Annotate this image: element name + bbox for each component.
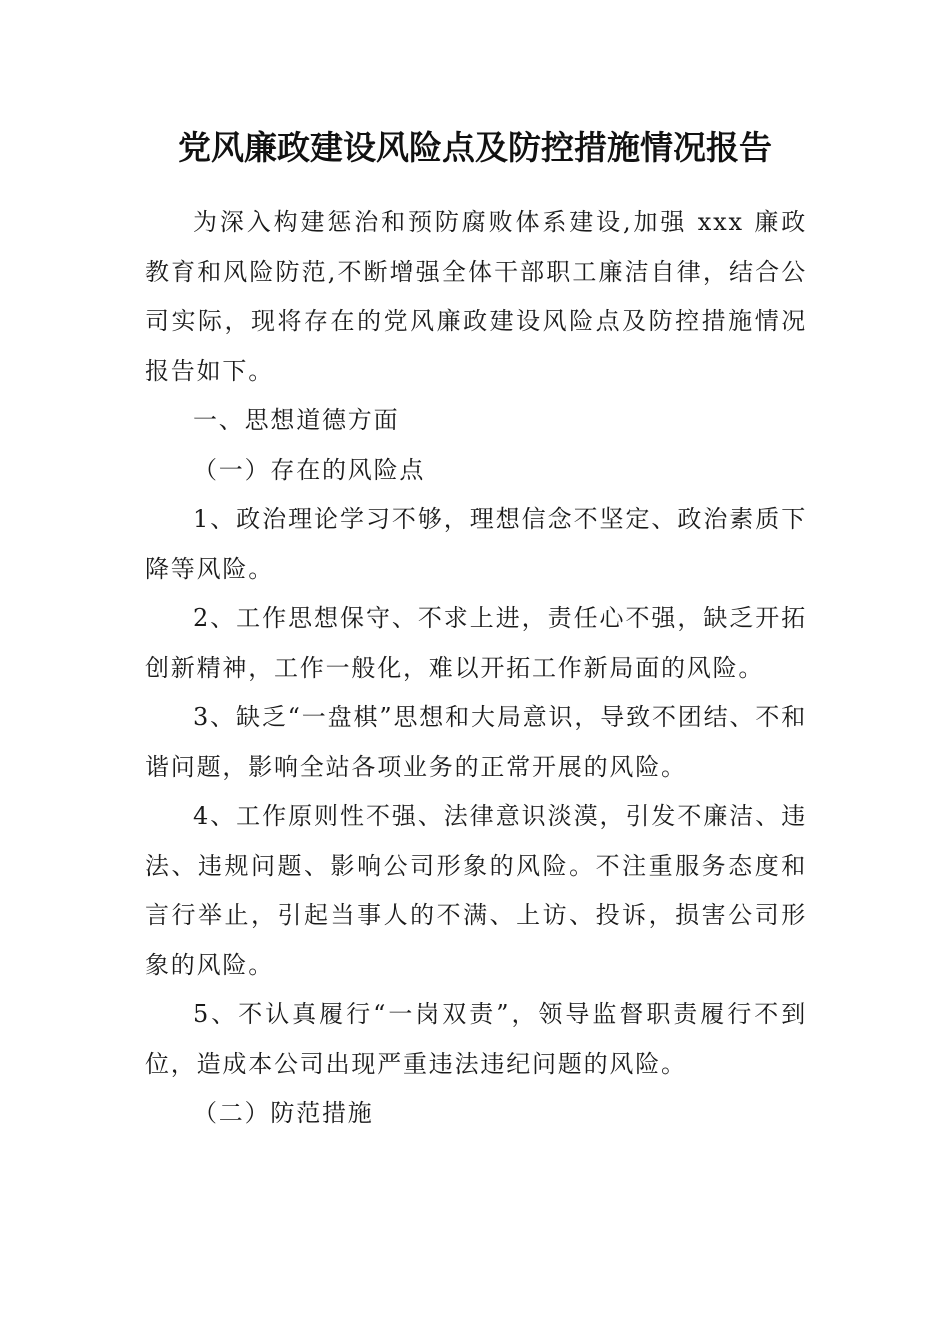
subsection-heading: （二）防范措施: [193, 1099, 374, 1127]
document-title: 党风廉政建设风险点及防控措施情况报告: [178, 128, 772, 167]
section-heading: 一、思想道德方面: [193, 406, 400, 434]
intro-paragraph: 为深入构建惩治和预防腐败体系建设,加强 xxx 廉政教育和风险防范,不断增强全体干部职工廉洁自律，结合公司实际，现将存在的党风廉政建设风险点及防控措施情况报告如下。: [145, 208, 807, 385]
risk-item: 1、政治理论学习不够，理想信念不坚定、政治素质下降等风险。: [145, 505, 807, 583]
risk-item: 3、缺乏“一盘棋”思想和大局意识，导致不团结、不和谐问题，影响全站各项业务的正常开展的风险。: [145, 703, 807, 781]
risk-item: 5、不认真履行“一岗双责”，领导监督职责履行不到位，造成本公司出现严重违法违纪问题的风险。: [145, 1000, 807, 1078]
subsection-heading: （一）存在的风险点: [193, 455, 426, 484]
risk-item: 2、工作思想保守、不求上进，责任心不强，缺乏开拓创新精神，工作一般化，难以开拓工作新局面的风险。: [145, 604, 807, 682]
risk-item: 4、工作原则性不强、法律意识淡漠，引发不廉洁、违法、违规问题、影响公司形象的风险。不注重服务态度和言行举止，引起当事人的不满、上访、投诉，损害公司形象的风险。: [145, 802, 807, 979]
document-body: [145, 198, 807, 1139]
